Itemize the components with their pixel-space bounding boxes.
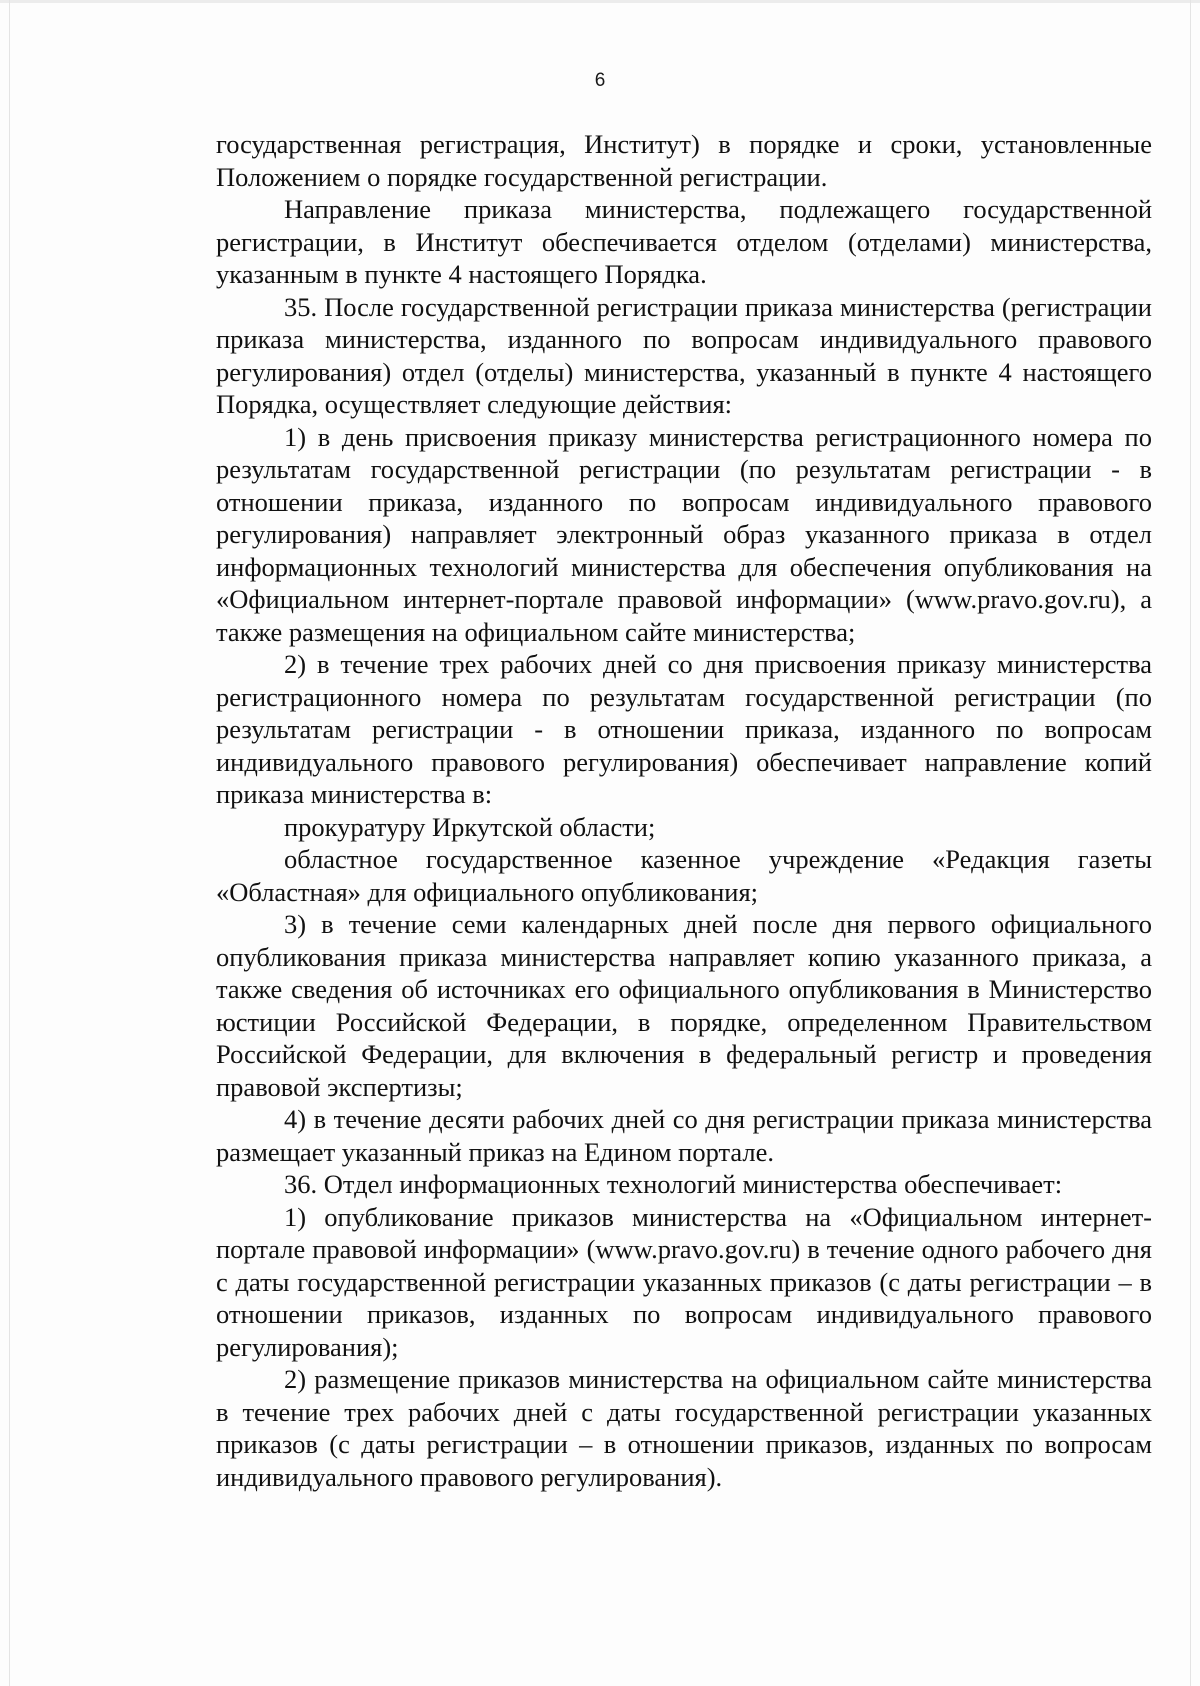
paragraph-clause-36: 36. Отдел информационных технологий министерства обеспечивает:: [284, 1169, 1063, 1199]
scan-top-edge: [0, 0, 1200, 3]
document-body: [216, 128, 1152, 1493]
paragraph-item-1: 1) опубликование приказов министерства на «Официальном интернет-портале правовой информации» (www.pravo.gov.ru) в течение одного рабочего дня с даты государственной регистрации указанных приказов (с даты регистрации – в отношении приказов, изданных по вопросам индивидуального правового регулирования);: [216, 1201, 1152, 1362]
paragraph-recipient: областное государственное казенное учреждение «Редакция газеты «Областная» для официального опубликования;: [216, 844, 1152, 907]
paragraph-item-4: 4) в течение десяти рабочих дней со дня регистрации приказа министерства размещает указанный приказ на Едином портале.: [216, 1104, 1152, 1167]
paragraph-item-2: 2) в течение трех рабочих дней со дня присвоения приказу министерства регистрационного номера по результатам государственной регистрации (по результатам регистрации - в отношении приказа, изданного по вопросам индивидуального правового регулирования) обеспечивает направление копий приказа министерства в:: [216, 649, 1152, 809]
paragraph-item-1: 1) в день присвоения приказу министерства регистрационного номера по результатам государственной регистрации (по результатам регистрации - в отношении приказа, изданного по вопросам индивидуального правового регулирования) направляет электронный образ указанного приказа в отдел информационных технологий министерства для обеспечения опубликования на «Официальном интернет-портале правовой информации» (www.pravo.gov.ru), а также размещения на официальном сайте министерства;: [216, 421, 1152, 647]
page-number: 6: [594, 70, 606, 91]
scan-left-edge: [9, 0, 10, 1686]
scan-right-edge: [1190, 0, 1191, 1686]
paragraph-clause-35: 35. После государственной регистрации приказа министерства (регистрации приказа министерства, изданного по вопросам индивидуального правового регулирования) отдел (отделы) министерства, указанный в пункте 4 настоящего Порядка, осуществляет следующие действия:: [216, 291, 1152, 419]
paragraph-item-2: 2) размещение приказов министерства на официальном сайте министерства в течение трех рабочих дней с даты государственной регистрации указанных приказов (с даты регистрации – в отношении приказов, изданных по вопросам индивидуального правового регулирования).: [216, 1364, 1152, 1492]
paragraph-item-3: 3) в течение семи календарных дней после дня первого официального опубликования приказа министерства направляет копию указанного приказа, а также сведения об источниках его официального опубликования в Министерство юстиции Российской Федерации, в порядке, определенном Правительством Российской Федерации, для включения в федеральный регистр и проведения правовой экспертизы;: [216, 909, 1152, 1102]
paragraph-recipient: прокуратуру Иркутской области;: [284, 811, 656, 842]
paragraph: Направление приказа министерства, подлежащего государственной регистрации, в Институт обеспечивается отделом (отделами) министерства, указанным в пункте 4 настоящего Порядка.: [216, 194, 1152, 289]
paragraph: государственная регистрация, Институт) в порядке и сроки, установленные Положением о порядке государственной регистрации.: [216, 129, 1152, 192]
